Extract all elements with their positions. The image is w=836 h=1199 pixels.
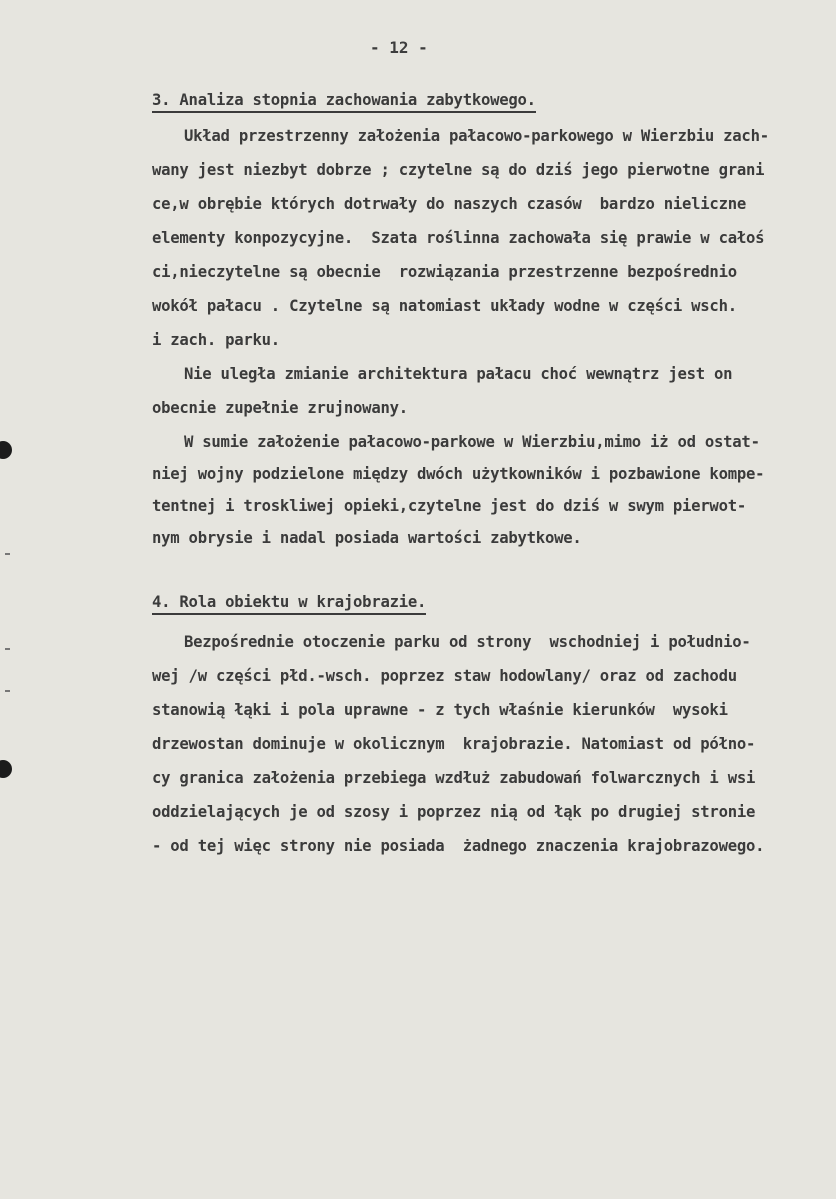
text-line: obecnie zupełnie zrujnowany. xyxy=(152,399,408,417)
text-line: wany jest niezbyt dobrze ; czytelne są do dziś jego pierwotne grani xyxy=(152,161,765,179)
section-3-heading: 3. Analiza stopnia zachowania zabytkowego. xyxy=(152,90,536,113)
text-line: drzewostan dominuje w okolicznym krajobrazie. Natomiast od półno- xyxy=(152,735,756,753)
section-4-heading: 4. Rola obiektu w krajobrazie. xyxy=(152,592,426,615)
text-line: cy granica założenia przebiega wzdłuż zabudowań folwarcznych i wsi xyxy=(152,769,756,787)
text-line: i zach. parku. xyxy=(152,331,280,349)
text-line: stanowią łąki i pola uprawne - z tych właśnie kierunków wysoki xyxy=(152,701,728,719)
page-number: - 12 - xyxy=(370,38,428,57)
text-line: ci,nieczytelne są obecnie rozwiązania przestrzenne bezpośrednio xyxy=(152,263,737,281)
punch-hole xyxy=(0,760,12,778)
text-line: niej wojny podzielone między dwóch użytkowników i pozbawione kompe- xyxy=(152,465,765,483)
text-line: elementy konpozycyjne. Szata roślinna zachowała się prawie w całoś xyxy=(152,229,765,247)
text-line: Bezpośrednie otoczenie parku od strony wschodniej i południo- xyxy=(184,633,751,651)
margin-mark xyxy=(5,553,10,555)
text-line: oddzielających je od szosy i poprzez nią od łąk po drugiej stronie xyxy=(152,803,756,821)
text-line: - od tej więc strony nie posiada żadnego znaczenia krajobrazowego. xyxy=(152,837,765,855)
margin-mark xyxy=(5,648,10,650)
text-line: nym obrysie i nadal posiada wartości zabytkowe. xyxy=(152,529,582,547)
text-line: W sumie założenie pałacowo-parkowe w Wierzbiu,mimo iż od ostat- xyxy=(184,433,760,451)
text-line: ce,w obrębie których dotrwały do naszych czasów bardzo nieliczne xyxy=(152,195,746,213)
text-line: Układ przestrzenny założenia pałacowo-parkowego w Wierzbiu zach- xyxy=(184,127,769,145)
text-line: tentnej i troskliwej opieki,czytelne jest do dziś w swym pierwot- xyxy=(152,497,746,515)
text-line: Nie uległa zmianie architektura pałacu choć wewnątrz jest on xyxy=(184,365,733,383)
text-line: wokół pałacu . Czytelne są natomiast układy wodne w części wsch. xyxy=(152,297,737,315)
margin-mark xyxy=(5,690,10,692)
punch-hole xyxy=(0,441,12,459)
text-line: wej /w części płd.-wsch. poprzez staw hodowlany/ oraz od zachodu xyxy=(152,667,737,685)
